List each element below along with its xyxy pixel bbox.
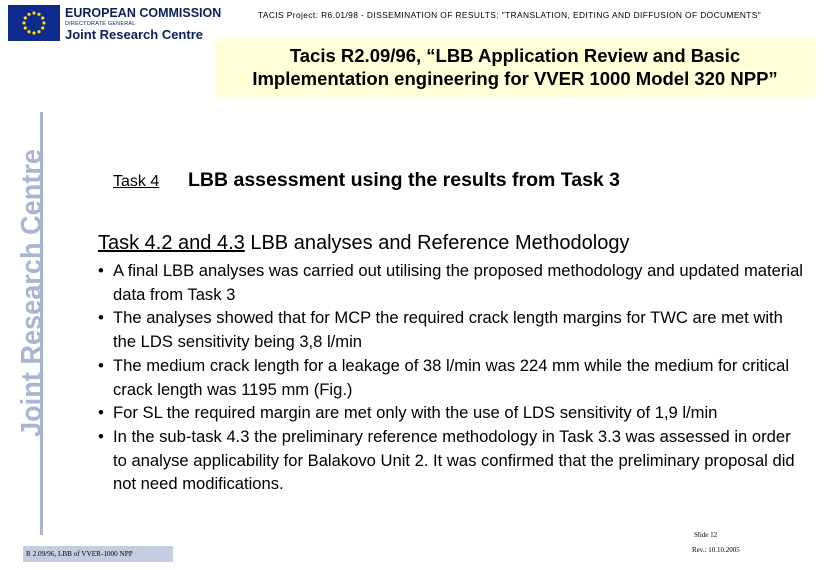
bullet-text: In the sub-task 4.3 the preliminary reference methodology in Task 3.3 was assessed in order to analyse applicability for Balakovo Unit 2. It was confirmed that the preliminary proposal did not need modifications.	[113, 426, 795, 494]
org-name: EUROPEAN COMMISSION	[65, 6, 222, 20]
list-item	[96, 354, 808, 401]
sidebar-text: Joint Research Centre	[16, 145, 48, 437]
list-item	[96, 425, 808, 496]
bullet-text: For SL the required margin are met only with the use of LDS sensitivity of 1,9 l/min	[113, 403, 718, 423]
bullet-mark: •	[98, 261, 104, 280]
bullet-list	[96, 259, 808, 496]
footer-label-text: R 2.09/96, LBB of VVER-1000 NPP	[26, 550, 133, 558]
revision-date: Rev.: 10.10.2005	[692, 546, 740, 554]
eu-flag-icon	[8, 5, 60, 41]
title-box	[215, 38, 815, 98]
jrc-logo	[8, 5, 222, 43]
title-line-1: Tacis R2.09/96, “LBB Application Review and Basic	[289, 45, 741, 66]
org-directorate: DIRECTORATE GENERAL	[65, 21, 136, 27]
subtask-label: Task 4.2 and 4.3	[98, 232, 245, 254]
footer-label	[23, 546, 173, 562]
subtask-heading	[98, 232, 629, 255]
bullet-mark: •	[98, 308, 104, 328]
bullet-text: A final LBB analyses was carried out utilising the proposed methodology and updated material data from Task 3	[113, 261, 803, 304]
bullet-mark: •	[98, 426, 104, 446]
list-item	[96, 306, 808, 353]
subtask-text: LBB analyses and Reference Methodology	[244, 232, 630, 254]
task-heading: LBB assessment using the results from Task 3	[188, 169, 621, 191]
bullet-text: The analyses showed that for MCP the required crack length margins for TWC are met with the LDS sensitivity being 3,8 l/min	[113, 308, 783, 352]
bullet-mark: •	[98, 355, 104, 375]
slide-number: Slide 12	[694, 531, 718, 539]
title-line-2: Implementation engineering for VVER 1000 Model 320 NPP”	[252, 68, 778, 89]
project-line: TACIS Project: R6.01/98 - DISSEMINATION OF RESULTS: "TRANSLATION, EDITING AND DIFFUSION OF DOCUMENTS"	[258, 10, 762, 20]
org-jrc: Joint Research Centre	[65, 27, 203, 42]
list-item	[96, 259, 808, 306]
bullet-text: The medium crack length for a leakage of 38 l/min was 224 mm while the medium for critical crack length was 1195 mm (Fig.)	[113, 355, 790, 399]
task-label: Task 4	[113, 173, 160, 190]
sidebar-logo-text	[10, 145, 48, 440]
list-item	[96, 401, 808, 425]
bullet-mark: •	[98, 403, 104, 423]
